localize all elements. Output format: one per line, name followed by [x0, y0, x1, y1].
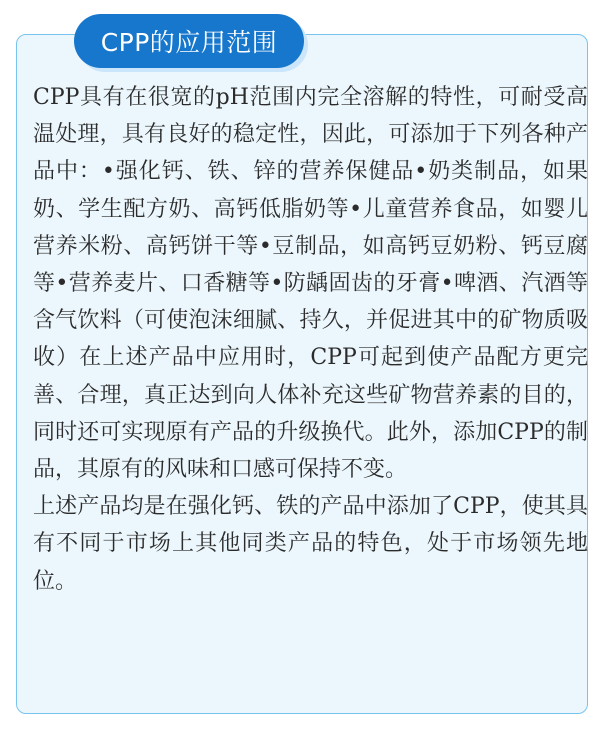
paragraph-market-position: 上述产品均是在强化钙、铁的产品中添加了CPP，使其具有不同于市场上其他同类产品的特色，处于市场领先地位。	[33, 494, 588, 594]
section-title: CPP的应用范围	[74, 14, 304, 68]
content-body	[33, 79, 588, 600]
paragraph-application-scope: CPP具有在很宽的pH范围内完全溶解的特性，可耐受高温处理，具有良好的稳定性，因此，可添加于下列各种产品中：•强化钙、铁、锌的营养保健品•奶类制品，如果奶、学生配方奶、高钙低脂奶等•儿童营养食品，如婴儿营养米粉、高钙饼干等•豆制品，如高钙豆奶粉、钙豆腐等•营养麦片、口香糖等•防龋固齿的牙膏•啤酒、汽酒等含气饮料（可使泡沫细腻、持久，并促进其中的矿物质吸收）在上述产品中应用时，CPP可起到使产品配方更完善、合理，真正达到向人体补充这些矿物营养素的目的，同时还可实现原有产品的升级换代。此外，添加CPP的制品，其原有的风味和口感可保持不变。	[33, 85, 588, 483]
